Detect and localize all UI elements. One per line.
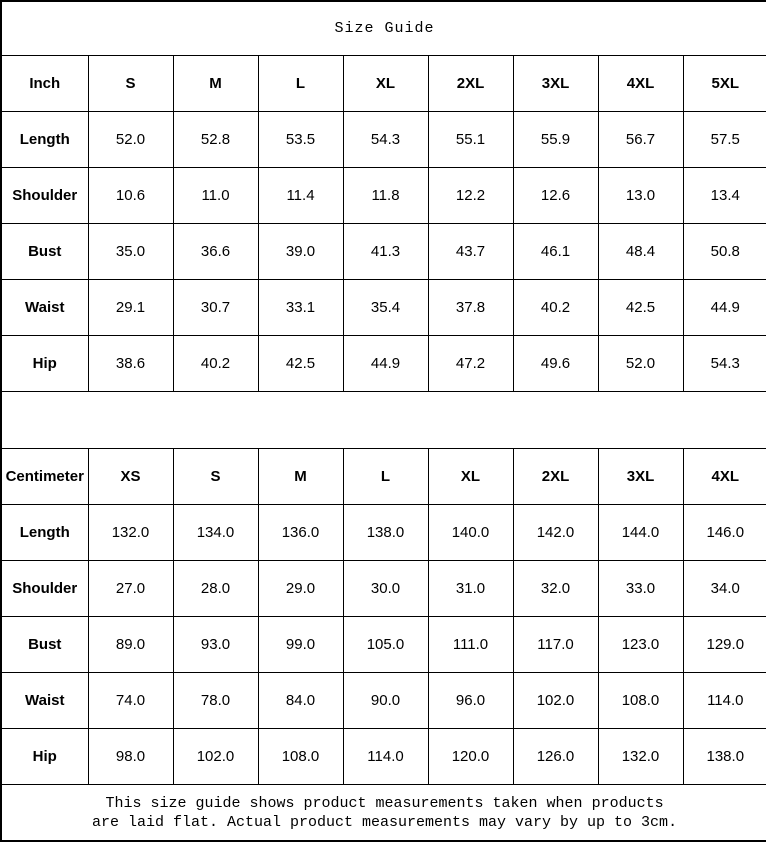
measurement-value: 27.0 (88, 560, 173, 616)
measurement-value: 40.2 (173, 336, 258, 392)
table-row (1, 673, 766, 729)
cm-waist-label: Waist (1, 673, 88, 729)
measurement-value: 74.0 (88, 673, 173, 729)
measurement-value: 13.4 (683, 167, 766, 223)
measurement-value: 126.0 (513, 729, 598, 785)
measurement-value: 50.8 (683, 224, 766, 280)
footnote-line-1: This size guide shows product measurements taken when products (105, 794, 664, 812)
inch-size-header-l: L (258, 55, 343, 111)
cm-size-header-3xl: 3XL (598, 448, 683, 504)
table-row (1, 336, 766, 392)
measurement-value: 98.0 (88, 729, 173, 785)
measurement-value: 53.5 (258, 111, 343, 167)
measurement-value: 144.0 (598, 504, 683, 560)
inch-size-header-s: S (88, 55, 173, 111)
measurement-value: 12.2 (428, 167, 513, 223)
measurement-value: 96.0 (428, 673, 513, 729)
measurement-value: 57.5 (683, 111, 766, 167)
inch-size-header-4xl: 4XL (598, 55, 683, 111)
measurement-value: 11.8 (343, 167, 428, 223)
measurement-value: 32.0 (513, 560, 598, 616)
measurement-value: 117.0 (513, 616, 598, 672)
measurement-value: 84.0 (258, 673, 343, 729)
measurement-value: 29.1 (88, 280, 173, 336)
measurement-value: 102.0 (173, 729, 258, 785)
footnote (1, 785, 766, 841)
centimeter-header-row (1, 448, 766, 504)
table-row (1, 224, 766, 280)
measurement-value: 140.0 (428, 504, 513, 560)
measurement-value: 41.3 (343, 224, 428, 280)
measurement-value: 46.1 (513, 224, 598, 280)
measurement-value: 123.0 (598, 616, 683, 672)
cm-size-header-4xl: 4XL (683, 448, 766, 504)
inch-size-header-5xl: 5XL (683, 55, 766, 111)
measurement-value: 30.0 (343, 560, 428, 616)
measurement-value: 146.0 (683, 504, 766, 560)
measurement-value: 37.8 (428, 280, 513, 336)
measurement-value: 114.0 (343, 729, 428, 785)
measurement-value: 49.6 (513, 336, 598, 392)
measurement-value: 31.0 (428, 560, 513, 616)
measurement-value: 55.9 (513, 111, 598, 167)
inch-size-header-m: M (173, 55, 258, 111)
page-title: Size Guide (1, 1, 766, 55)
inch-hip-label: Hip (1, 336, 88, 392)
measurement-value: 90.0 (343, 673, 428, 729)
footnote-line-2: are laid flat. Actual product measurements may vary by up to 3cm. (91, 813, 678, 831)
measurement-value: 52.0 (88, 111, 173, 167)
measurement-value: 33.0 (598, 560, 683, 616)
measurement-value: 120.0 (428, 729, 513, 785)
table-row (1, 729, 766, 785)
measurement-value: 44.9 (683, 280, 766, 336)
measurement-value: 36.6 (173, 224, 258, 280)
cm-length-label: Length (1, 504, 88, 560)
measurement-value: 35.4 (343, 280, 428, 336)
inch-shoulder-label: Shoulder (1, 167, 88, 223)
measurement-value: 52.0 (598, 336, 683, 392)
measurement-value: 48.4 (598, 224, 683, 280)
footnote-row (1, 785, 766, 841)
measurement-value: 30.7 (173, 280, 258, 336)
measurement-value: 134.0 (173, 504, 258, 560)
cm-size-header-m: M (258, 448, 343, 504)
measurement-value: 33.1 (258, 280, 343, 336)
cm-size-header-2xl: 2XL (513, 448, 598, 504)
measurement-value: 99.0 (258, 616, 343, 672)
measurement-value: 105.0 (343, 616, 428, 672)
cm-bust-label: Bust (1, 616, 88, 672)
measurement-value: 39.0 (258, 224, 343, 280)
measurement-value: 138.0 (683, 729, 766, 785)
measurement-value: 132.0 (88, 504, 173, 560)
measurement-value: 108.0 (598, 673, 683, 729)
measurement-value: 11.0 (173, 167, 258, 223)
table-row (1, 504, 766, 560)
measurement-value: 42.5 (258, 336, 343, 392)
measurement-value: 38.6 (88, 336, 173, 392)
spacer-row (1, 392, 766, 448)
measurement-value: 52.8 (173, 111, 258, 167)
inch-waist-label: Waist (1, 280, 88, 336)
measurement-value: 12.6 (513, 167, 598, 223)
inch-bust-label: Bust (1, 224, 88, 280)
table-row (1, 111, 766, 167)
title-row (1, 1, 766, 55)
table-row (1, 560, 766, 616)
cm-size-header-s: S (173, 448, 258, 504)
measurement-value: 29.0 (258, 560, 343, 616)
measurement-value: 10.6 (88, 167, 173, 223)
cm-shoulder-label: Shoulder (1, 560, 88, 616)
measurement-value: 42.5 (598, 280, 683, 336)
measurement-value: 102.0 (513, 673, 598, 729)
measurement-value: 108.0 (258, 729, 343, 785)
cm-size-header-xs: XS (88, 448, 173, 504)
measurement-value: 54.3 (343, 111, 428, 167)
measurement-value: 138.0 (343, 504, 428, 560)
measurement-value: 54.3 (683, 336, 766, 392)
measurement-value: 89.0 (88, 616, 173, 672)
spacer-cell (1, 392, 766, 448)
measurement-value: 47.2 (428, 336, 513, 392)
cm-size-header-xl: XL (428, 448, 513, 504)
measurement-value: 136.0 (258, 504, 343, 560)
measurement-value: 129.0 (683, 616, 766, 672)
table-row (1, 280, 766, 336)
measurement-value: 44.9 (343, 336, 428, 392)
measurement-value: 111.0 (428, 616, 513, 672)
inch-unit-header: Inch (1, 55, 88, 111)
inch-size-header-2xl: 2XL (428, 55, 513, 111)
table-row (1, 616, 766, 672)
measurement-value: 132.0 (598, 729, 683, 785)
cm-size-header-l: L (343, 448, 428, 504)
measurement-value: 28.0 (173, 560, 258, 616)
measurement-value: 78.0 (173, 673, 258, 729)
table-row (1, 167, 766, 223)
measurement-value: 142.0 (513, 504, 598, 560)
measurement-value: 114.0 (683, 673, 766, 729)
measurement-value: 93.0 (173, 616, 258, 672)
measurement-value: 43.7 (428, 224, 513, 280)
measurement-value: 40.2 (513, 280, 598, 336)
inch-length-label: Length (1, 111, 88, 167)
measurement-value: 35.0 (88, 224, 173, 280)
cm-hip-label: Hip (1, 729, 88, 785)
measurement-value: 11.4 (258, 167, 343, 223)
inch-header-row (1, 55, 766, 111)
measurement-value: 55.1 (428, 111, 513, 167)
measurement-value: 13.0 (598, 167, 683, 223)
inch-size-header-3xl: 3XL (513, 55, 598, 111)
measurement-value: 56.7 (598, 111, 683, 167)
centimeter-unit-header: Centimeter (1, 448, 88, 504)
measurement-value: 34.0 (683, 560, 766, 616)
inch-size-header-xl: XL (343, 55, 428, 111)
